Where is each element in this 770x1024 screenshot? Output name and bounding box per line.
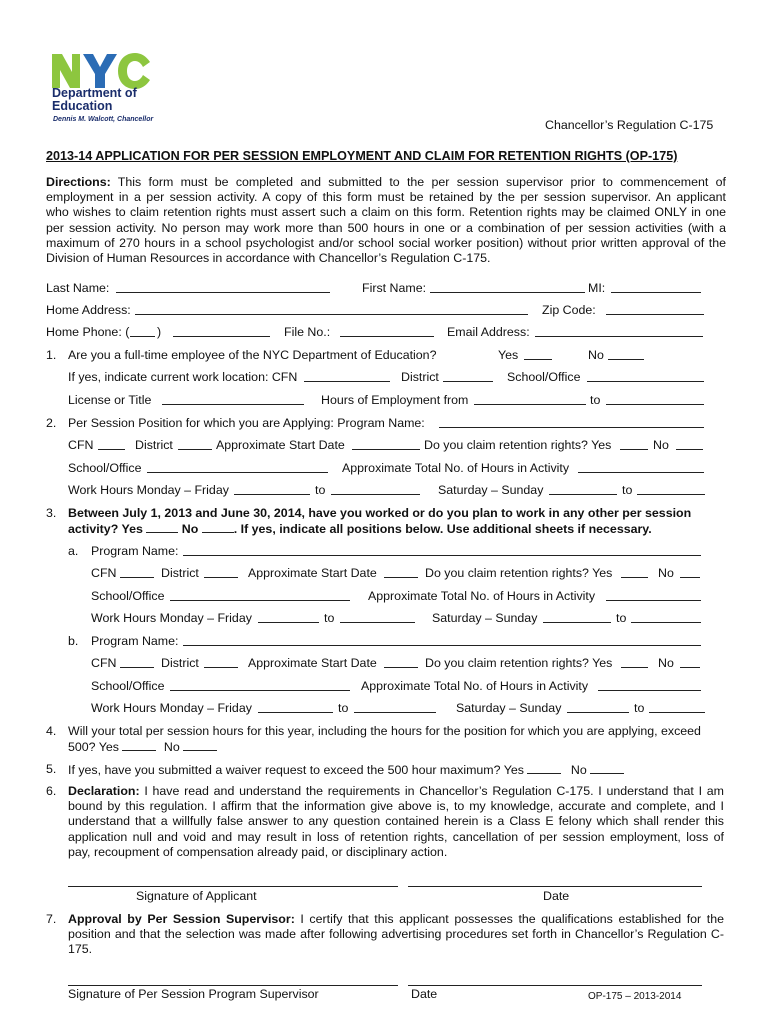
last-name-field[interactable] <box>116 281 330 293</box>
applicant-date-line[interactable] <box>408 886 702 887</box>
home-phone-label: Home Phone: ( <box>46 325 130 339</box>
q1-location-label: If yes, indicate current work location: CFN <box>68 370 298 384</box>
q3a-school-field[interactable] <box>170 589 350 601</box>
home-address-field[interactable] <box>135 303 528 315</box>
q1-license-field[interactable] <box>162 393 304 405</box>
q2-start-date-label: Approximate Start Date <box>216 438 345 452</box>
q3a-retention-no-field[interactable] <box>680 566 700 578</box>
q1-no-label: No <box>588 348 604 362</box>
q3b-school-field[interactable] <box>170 679 350 691</box>
home-phone-field[interactable] <box>173 325 270 337</box>
mi-label: MI: <box>588 281 606 295</box>
q3a-letter: a. <box>68 544 79 558</box>
nyc-logo-icon <box>50 50 154 90</box>
first-name-label: First Name: <box>362 281 427 295</box>
q1-yes-field[interactable] <box>524 348 552 360</box>
q1-hours-from-label: Hours of Employment from <box>321 393 469 407</box>
q1-to-label: to <box>590 393 601 407</box>
q2-no-label: No <box>653 438 669 452</box>
regulation-reference: Chancellor’s Regulation C-175 <box>545 118 714 132</box>
q4-text-line1: Will your total per session hours for this year, including the hours for the position for which you are applying, exceed <box>68 724 701 738</box>
q1-no-field[interactable] <box>608 348 644 360</box>
q4-text-line2: 500? Yes No <box>68 739 217 755</box>
q2-saturday-label: Saturday – Sunday <box>438 483 544 497</box>
q2-total-hours-label: Approximate Total No. of Hours in Activity <box>342 461 570 475</box>
q3b-start-date-field[interactable] <box>384 656 418 668</box>
q3b-saturday-label: Saturday – Sunday <box>456 701 562 715</box>
q2-start-date-field[interactable] <box>352 438 420 450</box>
q1-hours-to-field[interactable] <box>606 393 704 405</box>
supervisor-date-label: Date <box>411 987 438 1001</box>
q4-number: 4. <box>46 724 57 738</box>
q2-work-hours-label: Work Hours Monday – Friday <box>68 483 229 497</box>
q2-school-label: School/Office <box>68 461 142 475</box>
directions-paragraph: Directions: This form must be completed and submitted to the per session supervisor prior to commencement of employment in a per session activity. A copy of this form must be retained by the per session supervisor. An applicant who wishes to claim retention rights must assert such a claim on this form. Retention rights may be claimed ONLY in one per session activity. No person may work more than 500 hours in one or a combination of per session activities (with a maximum of 270 hours in a school psychologist and/or school social worker position) without prior written approval of the Division of Human Resources in accordance with Chancellor’s Regulation C-175. <box>46 175 726 266</box>
area-code-field[interactable] <box>130 325 155 337</box>
q3a-weekday-from-field[interactable] <box>258 611 319 623</box>
q3a-retention-yes-field[interactable] <box>621 566 648 578</box>
q3b-to-label: to <box>338 701 349 715</box>
q3b-district-field[interactable] <box>204 656 238 668</box>
q2-text: Per Session Position for which you are Applying: Program Name: <box>68 416 425 430</box>
q3a-school-label: School/Office <box>91 589 165 603</box>
q1-number: 1. <box>46 348 57 362</box>
q3a-start-date-label: Approximate Start Date <box>248 566 377 580</box>
q3b-weekend-from-field[interactable] <box>567 701 629 713</box>
q7-number: 7. <box>46 912 57 926</box>
q2-program-name-field[interactable] <box>439 416 704 428</box>
email-label: Email Address: <box>447 325 530 339</box>
q3a-weekend-to-field[interactable] <box>631 611 701 623</box>
q2-retention-no-field[interactable] <box>676 438 703 450</box>
q3a-cfn-field[interactable] <box>120 566 154 578</box>
home-phone-close: ) <box>157 325 162 339</box>
zip-code-label: Zip Code: <box>542 303 596 317</box>
q3b-program-field[interactable] <box>183 634 701 646</box>
q4-yes-field[interactable] <box>122 739 156 751</box>
q2-cfn-field[interactable] <box>98 438 125 450</box>
q2-retention-yes-field[interactable] <box>620 438 648 450</box>
q2-cfn-label: CFN <box>68 438 94 452</box>
q3a-program-field[interactable] <box>183 544 701 556</box>
q3b-retention-label: Do you claim retention rights? Yes <box>425 656 613 670</box>
form-title: 2013-14 APPLICATION FOR PER SESSION EMPLOYMENT AND CLAIM FOR RETENTION RIGHTS (OP-175) <box>46 149 678 163</box>
q3b-total-hours-label: Approximate Total No. of Hours in Activity <box>361 679 589 693</box>
supervisor-signature-line[interactable] <box>68 985 398 986</box>
q2-weekend-to-field[interactable] <box>637 483 705 495</box>
q1-license-label: License or Title <box>68 393 152 407</box>
email-field[interactable] <box>535 325 703 337</box>
q3b-retention-no-field[interactable] <box>680 656 700 668</box>
q3a-district-field[interactable] <box>204 566 238 578</box>
home-address-label: Home Address: <box>46 303 131 317</box>
q5-no-field[interactable] <box>590 762 624 774</box>
declaration-paragraph: Declaration: I have read and understand the requirements in Chancellor’s Regulation C-175. I understand that I am bound by this regulation. I affirm that the information give above is, to my knowledge, accurate and complete, and I understand that a willfully false answer to any question contained herein is a Class E felony which shall render this application null and void and may result in loss of retention rights, cancellation of per session employment, loss of pay, recoupment of compensation already paid, or disciplinary action. <box>68 784 724 859</box>
q3a-retention-label: Do you claim retention rights? Yes <box>425 566 613 580</box>
q3-number: 3. <box>46 506 57 520</box>
q2-district-label: District <box>135 438 173 452</box>
q1-school-label: School/Office <box>507 370 581 384</box>
q3b-weekday-from-field[interactable] <box>258 701 333 713</box>
q3b-letter: b. <box>68 634 79 648</box>
signature-applicant-label: Signature of Applicant <box>136 889 257 903</box>
file-no-label: File No.: <box>284 325 331 339</box>
q3a-work-hours-label: Work Hours Monday – Friday <box>91 611 252 625</box>
supervisor-date-line[interactable] <box>408 985 702 986</box>
q3a-district-label: District <box>161 566 199 580</box>
q1-cfn-field[interactable] <box>304 370 390 382</box>
q3a-weekend-from-field[interactable] <box>543 611 611 623</box>
q3b-work-hours-label: Work Hours Monday – Friday <box>91 701 252 715</box>
q3b-school-label: School/Office <box>91 679 165 693</box>
signature-supervisor-label: Signature of Per Session Program Supervisor <box>68 987 319 1001</box>
q3a-total-hours-label: Approximate Total No. of Hours in Activity <box>368 589 596 603</box>
q6-number: 6. <box>46 784 57 798</box>
q3a-cfn-label: CFN <box>91 566 117 580</box>
q3-yes-field[interactable] <box>146 521 178 533</box>
q1-hours-from-field[interactable] <box>474 393 586 405</box>
q5-number: 5. <box>46 762 57 776</box>
last-name-label: Last Name: <box>46 281 110 295</box>
q3-text-line2: activity? Yes No . If yes, indicate all positions below. Use additional sheets if necessary. <box>68 522 652 536</box>
q2-school-field[interactable] <box>147 461 328 473</box>
q2-retention-label: Do you claim retention rights? Yes <box>424 438 612 452</box>
q2-weekend-from-field[interactable] <box>549 483 617 495</box>
q5-text: If yes, have you submitted a waiver request to exceed the 500 hour maximum? Yes No <box>68 762 624 778</box>
q3b-program-label: Program Name: <box>91 634 179 648</box>
first-name-field[interactable] <box>430 281 585 293</box>
q2-weekday-from-field[interactable] <box>234 483 310 495</box>
q3-no-field[interactable] <box>202 521 234 533</box>
file-no-field[interactable] <box>340 325 434 337</box>
q1-school-field[interactable] <box>587 370 704 382</box>
applicant-signature-line[interactable] <box>68 886 398 887</box>
q3b-district-label: District <box>161 656 199 670</box>
q2-total-hours-field[interactable] <box>578 461 704 473</box>
nyc-doe-logo <box>50 50 160 130</box>
q1-district-label: District <box>401 370 439 384</box>
q5-yes-field[interactable] <box>527 762 561 774</box>
q3a-program-label: Program Name: <box>91 544 179 558</box>
q2-number: 2. <box>46 416 57 430</box>
q3b-cfn-field[interactable] <box>120 656 154 668</box>
q3b-weekend-to-field[interactable] <box>649 701 705 713</box>
q1-text: Are you a full-time employee of the NYC Department of Education? <box>68 348 437 362</box>
q2-weekday-to-field[interactable] <box>331 483 420 495</box>
q3a-to-label: to <box>324 611 335 625</box>
q3b-to2-label: to <box>634 701 645 715</box>
q3b-cfn-label: CFN <box>91 656 117 670</box>
q3b-retention-yes-field[interactable] <box>621 656 648 668</box>
q3a-no-label: No <box>658 566 674 580</box>
form-code: OP-175 – 2013-2014 <box>588 991 682 1002</box>
q2-district-field[interactable] <box>178 438 212 450</box>
q3b-total-hours-field[interactable] <box>598 679 701 691</box>
mi-field[interactable] <box>611 281 701 293</box>
q3a-weekday-to-field[interactable] <box>340 611 415 623</box>
approval-paragraph: Approval by Per Session Supervisor: I certify that this applicant possesses the qualifications established for the position and that the selection was made after following advertising procedures set forth in Chancellor’s Regulation C- 175. <box>68 912 724 957</box>
q2-to-label: to <box>315 483 326 497</box>
logo-department-text: Department of Education <box>52 86 137 113</box>
q2-to2-label: to <box>622 483 633 497</box>
q3a-to2-label: to <box>616 611 627 625</box>
q3b-no-label: No <box>658 656 674 670</box>
q1-district-field[interactable] <box>443 370 493 382</box>
q3b-start-date-label: Approximate Start Date <box>248 656 377 670</box>
applicant-date-label: Date <box>543 889 570 903</box>
q3a-total-hours-field[interactable] <box>606 589 701 601</box>
q1-yes-label: Yes <box>498 348 519 362</box>
zip-code-field[interactable] <box>606 303 704 315</box>
q3-text-line1: Between July 1, 2013 and June 30, 2014, have you worked or do you plan to work in any other per session <box>68 506 692 520</box>
q3a-saturday-label: Saturday – Sunday <box>432 611 538 625</box>
q4-no-field[interactable] <box>183 739 217 751</box>
q3b-weekday-to-field[interactable] <box>354 701 436 713</box>
q3a-start-date-field[interactable] <box>384 566 418 578</box>
logo-chancellor-text: Dennis M. Walcott, Chancellor <box>53 116 154 123</box>
